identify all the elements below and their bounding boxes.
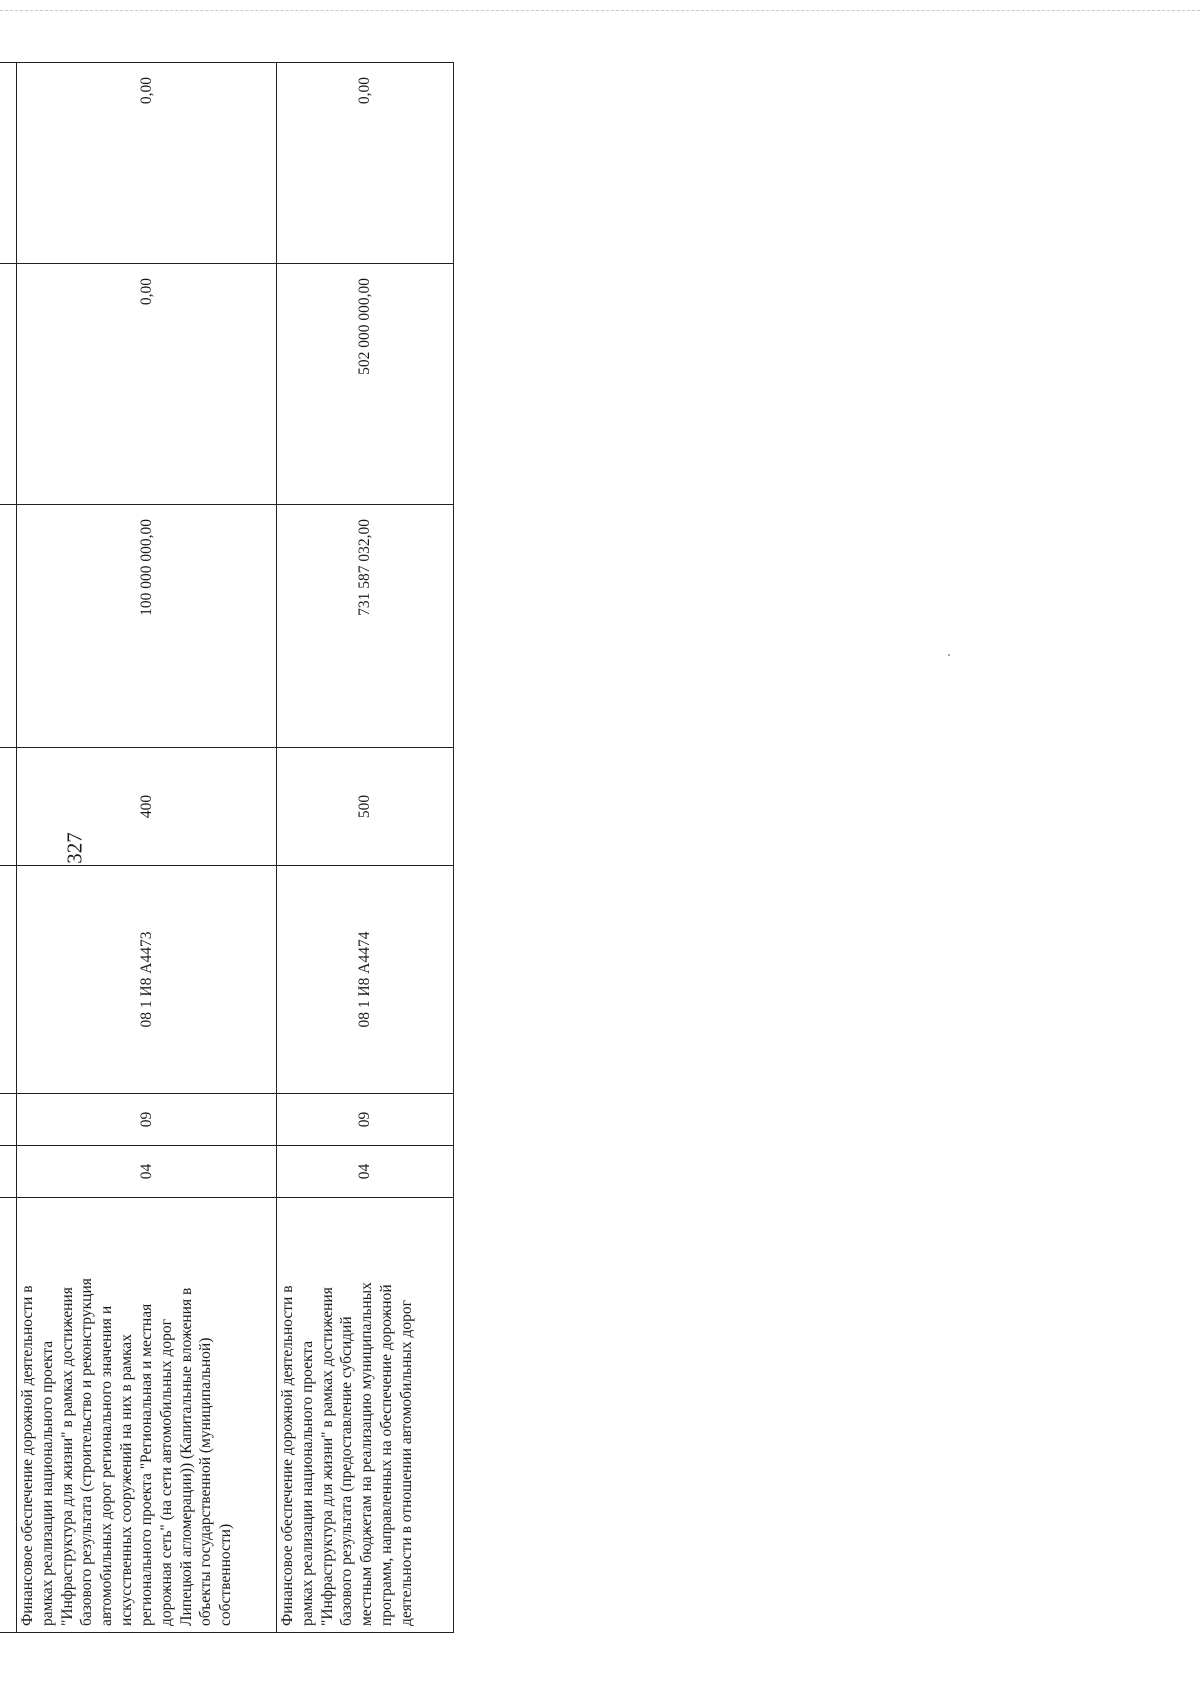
budget-table-container xyxy=(0,63,688,1633)
cell-section: 04 xyxy=(277,1146,454,1198)
cell-subsection xyxy=(0,1094,17,1146)
cell-expense-type: 400 xyxy=(17,748,277,866)
cell-expense-type: 500 xyxy=(277,748,454,866)
page-number: 327 xyxy=(62,832,87,864)
cell-amount-year-3: 0,00 xyxy=(277,63,454,264)
cell-subsection: 09 xyxy=(277,1094,454,1146)
cell-target-article: 08 1 И8 А4473 xyxy=(17,866,277,1094)
table-row xyxy=(277,63,454,1633)
budget-table xyxy=(0,62,454,1633)
cell-target-article: 08 1 И8 А4474 xyxy=(277,866,454,1094)
cell-amount-year-1: 731 587 032,00 xyxy=(277,505,454,748)
cell-amount-year-1: 100 000 000,00 xyxy=(17,505,277,748)
row-description xyxy=(0,1198,17,1633)
cell-target-article xyxy=(0,866,17,1094)
row-description: Финансовое обеспечение дорожной деятельности в рамках реализации национального проекта "Инфраструктура для жизни" в рамках достижения базового результата (предоставление субсидий местным бюджетам на реализацию муниципальных программ, направленных на обеспечение дорожной деятельности в отношении автомобильных дорог xyxy=(277,1198,454,1633)
scan-speck xyxy=(948,654,950,656)
table-row xyxy=(17,63,277,1633)
cell-section: 04 xyxy=(17,1146,277,1198)
table-row xyxy=(0,63,17,1633)
cell-amount-year-3 xyxy=(0,63,17,264)
row-description: Финансовое обеспечение дорожной деятельности в рамках реализации национального проекта "Инфраструктура для жизни" в рамках достижения базового результата (строительство и реконструкция автомобильных дорог регионального значения и искусственных сооружений на них в рамках регионального проекта "Региональная и местная дорожная сеть" (на сети автомобильных дорог Липецкой агломерации)) (Капитальные вложения в объекты государственной (муниципальной) собственности) xyxy=(17,1198,277,1633)
cell-amount-year-3: 0,00 xyxy=(17,63,277,264)
cell-amount-year-2: 0,00 xyxy=(17,264,277,505)
cell-section xyxy=(0,1146,17,1198)
cell-subsection: 09 xyxy=(17,1094,277,1146)
cell-amount-year-2 xyxy=(0,264,17,505)
cell-amount-year-1 xyxy=(0,505,17,748)
cell-expense-type xyxy=(0,748,17,866)
cell-amount-year-2: 502 000 000,00 xyxy=(277,264,454,505)
